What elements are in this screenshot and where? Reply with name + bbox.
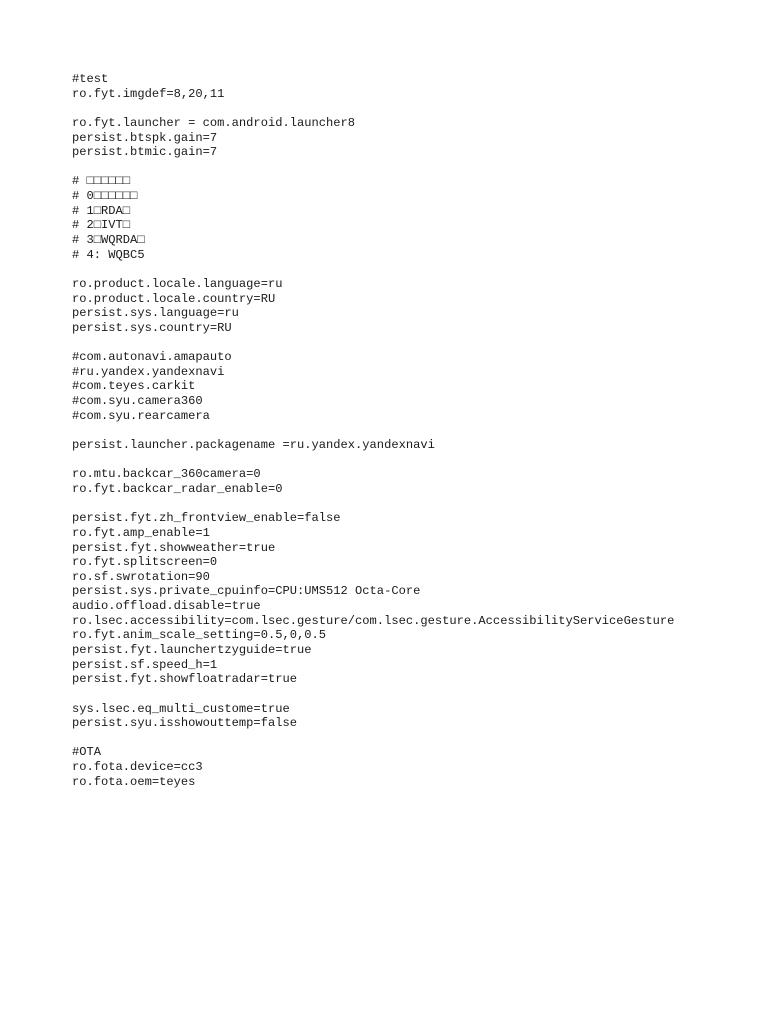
text-line: persist.sys.private_cpuinfo=CPU:UMS512 Octa-Core [72,584,421,599]
blank-line [72,101,752,116]
blank-line [72,336,752,351]
text-line: # 4: WQBC5 [72,247,145,262]
blank-line [72,497,752,512]
text-line: persist.fyt.launchertzyguide=true [72,642,312,657]
text-line: ro.fyt.amp_enable=1 [72,525,210,540]
text-line: #test [72,72,109,86]
text-line: ro.fyt.splitscreen=0 [72,555,218,570]
blank-line [72,262,752,277]
text-line: ro.sf.swrotation=90 [72,569,210,584]
text-line: #com.autonavi.amapauto [72,350,232,365]
text-line: # 3□WQRDA□ [72,233,145,248]
text-line: #com.syu.camera360 [72,394,203,409]
text-line: persist.fyt.showweather=true [72,540,276,555]
text-line: #OTA [72,745,102,760]
text-line: # 1□RDA□ [72,203,131,218]
config-document [72,72,752,789]
text-line: ro.product.locale.country=RU [72,291,276,306]
text-line: ro.fyt.anim_scale_setting=0.5,0,0.5 [72,628,327,643]
text-line: sys.lsec.eq_multi_custome=true [72,701,290,716]
text-line: ro.fota.oem=teyes [72,774,196,789]
text-line: persist.btmic.gain=7 [72,145,218,160]
text-line: persist.fyt.zh_frontview_enable=false [72,511,341,526]
text-line: # □□□□□□ [72,174,131,189]
text-line: ro.mtu.backcar_360camera=0 [72,467,261,482]
text-line: ro.lsec.accessibility=com.lsec.gesture/com.lsec.gesture.AccessibilityServiceGesture [72,613,675,628]
text-line: persist.launcher.packagename =ru.yandex.yandexnavi [72,438,435,453]
blank-line [72,423,752,438]
text-line: ro.fyt.backcar_radar_enable=0 [72,481,283,496]
text-line: audio.offload.disable=true [72,599,261,614]
text-line: ro.fyt.imgdef=8,20,11 [72,86,225,101]
text-line: ro.product.locale.language=ru [72,276,283,291]
text-line: #ru.yandex.yandexnavi [72,364,225,379]
blank-line [72,687,752,702]
text-line: persist.sys.country=RU [72,320,232,335]
text-line: persist.fyt.showfloatradar=true [72,672,297,687]
blank-line [72,453,752,468]
text-line: persist.sys.language=ru [72,306,239,321]
blank-line [72,160,752,175]
text-line: # 2□IVT□ [72,218,131,233]
text-line: # 0□□□□□□ [72,189,138,204]
text-line: persist.syu.isshowouttemp=false [72,716,297,731]
text-line: persist.btspk.gain=7 [72,130,218,145]
text-line: persist.sf.speed_h=1 [72,657,218,672]
text-line: ro.fota.device=cc3 [72,760,203,775]
text-line: #com.teyes.carkit [72,379,196,394]
text-line: ro.fyt.launcher = com.android.launcher8 [72,115,356,130]
blank-line [72,731,752,746]
text-line: #com.syu.rearcamera [72,408,210,423]
